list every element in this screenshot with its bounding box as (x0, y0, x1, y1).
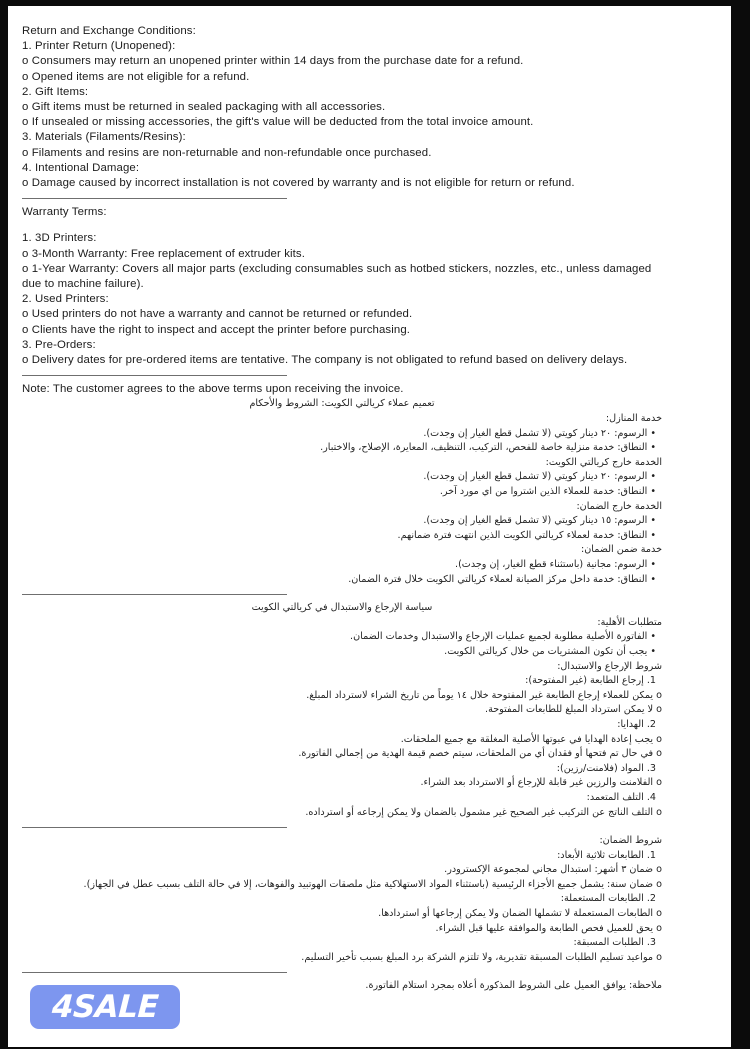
arabic-warranty-line: o ضمان ٣ أشهر: استبدال مجاني لمجموعة الإكسترودر. (444, 864, 662, 876)
document-body (22, 24, 662, 994)
return-conditions-item: 1. Printer Return (Unopened): (22, 40, 176, 53)
arabic-warranty-line: 1. الطابعات ثلاثية الأبعاد: (557, 849, 656, 861)
arabic-warranty-line: o ضمان سنة: يشمل جميع الأجزاء الرئيسية (باستثناء المواد الاستهلاكية مثل ملصقات الهوتبيد والفوهات، إلا في حالة التلف بسبب عطل في الجهاز). (83, 878, 662, 890)
arabic-eligibility-line: • يجب أن تكون المشتريات من خلال كريالتي الكويت. (444, 645, 656, 657)
arabic-services-line: • النطاق: خدمة منزلية خاصة للفحص، التركيب، التنظيف، المعايرة، الإصلاح، والاختبار. (320, 442, 656, 454)
spacer (22, 220, 662, 231)
warranty-terms-item: o 1-Year Warranty: Covers all major parts (excluding consumables such as hotbed stickers, nozzles, etc., unless damaged due to machine failure). (22, 262, 652, 291)
arabic-services-title: تعميم عملاء كريالتي الكويت: الشروط والأحكام (249, 398, 435, 410)
arabic-services-line: • الرسوم: ١٥ دينار كويتي (لا تشمل قطع الغيار إن وجدت). (423, 515, 656, 527)
arabic-warranty-line: 3. الطلبات المسبقة: (573, 937, 656, 949)
arabic-services-heading: الخدمة خارج كريالتي الكويت: (545, 456, 662, 468)
return-conditions-item: o Gift items must be returned in sealed packaging with all accessories. (22, 101, 386, 114)
arabic-warranty-title: شروط الضمان: (599, 835, 662, 847)
warranty-terms-item: o Used printers do not have a warranty and cannot be returned or refunded. (22, 308, 413, 321)
warranty-terms-title: Warranty Terms: (22, 206, 107, 219)
return-conditions-item: o If unsealed or missing accessories, the gift's value will be deducted from the total invoice amount. (22, 116, 534, 129)
arabic-returns-policy-section (22, 601, 662, 820)
arabic-services-heading: خدمة ضمن الضمان: (581, 544, 662, 556)
return-conditions-item: 4. Intentional Damage: (22, 161, 140, 174)
foursale-logo (30, 985, 180, 1029)
arabic-services-line: • النطاق: خدمة لعملاء كريالتي الكويت الذين انتهت فترة ضمانهم. (397, 529, 656, 541)
arabic-services-section (22, 397, 662, 587)
arabic-services-heading: خدمة المنازل: (605, 413, 662, 425)
section-divider (22, 594, 287, 595)
return-conditions-section (22, 24, 662, 191)
warranty-terms-item: 2. Used Printers: (22, 293, 109, 306)
return-conditions-item: o Filaments and resins are non-returnable and non-refundable once purchased. (22, 146, 432, 159)
return-conditions-item: 3. Materials (Filaments/Resins): (22, 131, 186, 144)
warranty-terms-item: o Clients have the right to inspect and accept the printer before purchasing. (22, 323, 411, 336)
arabic-services-line: • الرسوم: ٢٠ دينار كويتي (لا تشمل قطع الغيار إن وجدت). (423, 471, 656, 483)
arabic-note: ملاحظة: يوافق العميل على الشروط المذكورة أعلاه بمجرد استلام الفاتورة. (365, 980, 662, 992)
warranty-terms-section (22, 205, 662, 368)
arabic-conditions-line: o الفلامنت والرزين غير قابلة للإرجاع أو الاسترداد بعد الشراء. (420, 777, 662, 789)
arabic-conditions-line: 4. التلف المتعمد: (586, 791, 656, 803)
foursale-logo-text: 4SALE (50, 988, 160, 1025)
arabic-conditions-line: o يمكن للعملاء إرجاع الطابعة غير المفتوحة خلال ١٤ يوماً من تاريخ الشراء لاسترداد المبلغ. (306, 689, 662, 701)
return-conditions-item: o Damage caused by incorrect installation is not covered by warranty and is not eligible for return or refund. (22, 177, 575, 190)
arabic-services-line: • النطاق: خدمة داخل مركز الصيانة لعملاء كريالتي الكويت خلال فترة الضمان. (348, 573, 656, 585)
arabic-conditions-line: o التلف الناتج عن التركيب غير الصحيح غير مشمول بالضمان ولا يمكن إرجاعه أو استرداده. (305, 806, 662, 818)
return-conditions-item: o Consumers may return an unopened printer within 14 days from the purchase date for a refund. (22, 55, 524, 68)
return-conditions-item: 2. Gift Items: (22, 85, 89, 98)
section-divider (22, 972, 287, 973)
arabic-conditions-line: 3. المواد (فلامنت/رزين): (556, 762, 656, 774)
arabic-eligibility-line: • الفاتورة الأصلية مطلوبة لجميع عمليات الإرجاع والاستبدال وخدمات الضمان. (350, 631, 656, 643)
english-note: Note: The customer agrees to the above terms upon receiving the invoice. (22, 383, 404, 396)
warranty-terms-item: 1. 3D Printers: (22, 232, 97, 245)
section-divider (22, 827, 287, 828)
section-divider (22, 375, 287, 376)
return-conditions-title: Return and Exchange Conditions: (22, 25, 196, 37)
arabic-conditions-line: o يجب إعادة الهدايا في عبوتها الأصلية المغلقة مع جميع الملحقات. (400, 733, 662, 745)
warranty-terms-item: o 3-Month Warranty: Free replacement of extruder kits. (22, 247, 306, 260)
arabic-services-heading: الخدمة خارج الضمان: (576, 500, 662, 512)
arabic-services-line: • الرسوم: مجانية (باستثناء قطع الغيار، إن وجدت). (455, 559, 656, 570)
arabic-warranty-line: o الطابعات المستعملة لا تشملها الضمان ولا يمكن إرجاعها أو استردادها. (378, 908, 662, 920)
warranty-terms-item: o Delivery dates for pre-ordered items are tentative. The company is not obligated to refund based on delivery delays. (22, 354, 628, 367)
arabic-eligibility-heading: متطلبات الأهلية: (597, 616, 662, 628)
document-page (8, 6, 731, 1047)
arabic-conditions-line: 1. إرجاع الطابعة (غير المفتوحة): (525, 675, 656, 687)
section-divider (22, 198, 287, 199)
warranty-terms-item: 3. Pre-Orders: (22, 338, 96, 351)
arabic-warranty-line: 2. الطابعات المستعملة: (560, 893, 656, 905)
arabic-conditions-line: 2. الهدايا: (617, 718, 656, 730)
arabic-conditions-heading: شروط الإرجاع والاستبدال: (557, 660, 662, 672)
return-conditions-item: o Opened items are not eligible for a refund. (22, 70, 250, 83)
arabic-conditions-line: o في حال تم فتحها أو فقدان أي من الملحقات، سيتم خصم قيمة الهدية من إجمالي الفاتورة. (298, 748, 662, 760)
arabic-warranty-line: o يحق للعميل فحص الطابعة والموافقة عليها قبل الشراء. (435, 922, 662, 934)
arabic-returns-policy-title: سياسة الإرجاع والاستبدال في كريالتي الكويت (251, 602, 433, 614)
arabic-services-line: • النطاق: خدمة للعملاء الذين اشتروا من اي مورد آخر. (439, 486, 656, 498)
arabic-services-line: • الرسوم: ٢٠ دينار كويتي (لا تشمل قطع الغيار إن وجدت). (423, 427, 656, 439)
arabic-conditions-line: o لا يمكن استرداد المبلغ للطابعات المفتوحة. (485, 704, 662, 716)
arabic-warranty-section (22, 834, 662, 965)
arabic-warranty-line: o مواعيد تسليم الطلبات المسبقة تقديرية، ولا تلتزم الشركة برد المبلغ بسبب تأخير التسليم. (301, 951, 662, 963)
